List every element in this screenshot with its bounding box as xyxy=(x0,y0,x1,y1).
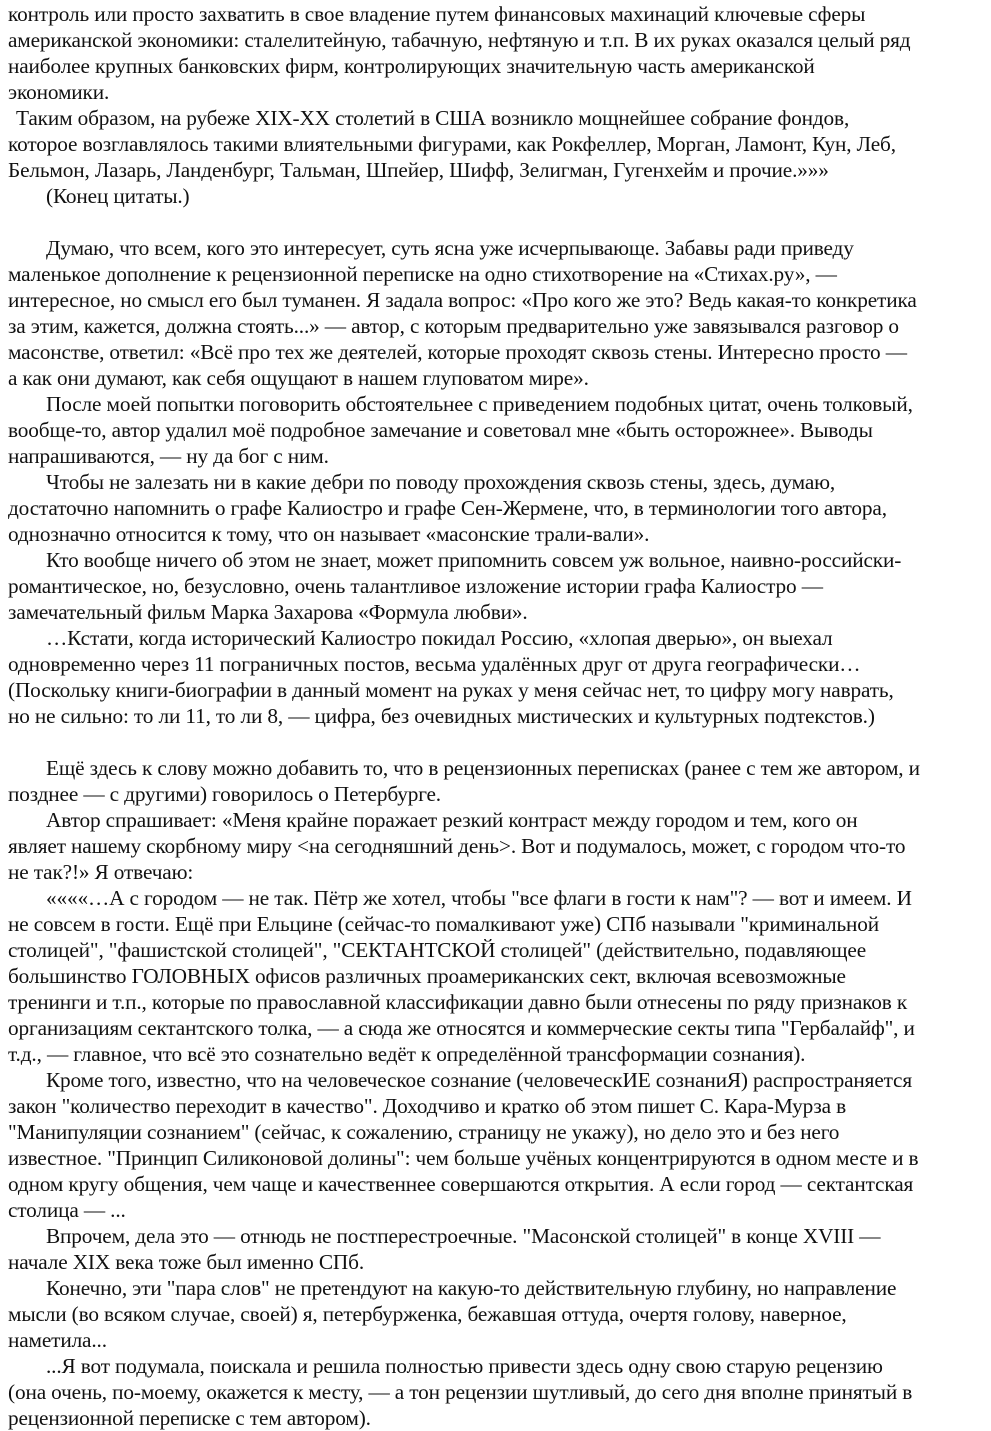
text-line: маленькое дополнение к рецензионной переписке на одно стихотворение на «Стихах.ру», — xyxy=(8,262,837,286)
text-line: Впрочем, дела это — отнюдь не постперестроечные. "Масонской столицей" в конце XVIII — xyxy=(46,1224,881,1248)
paragraph xyxy=(8,1353,991,1431)
paragraph xyxy=(8,1223,991,1275)
text-line: замечательный фильм Марка Захарова «Формула любви». xyxy=(8,600,528,624)
text-line: Чтобы не залезать ни в какие дебри по поводу прохождения сквозь стены, здесь, думаю, xyxy=(46,470,836,494)
paragraph-gap xyxy=(8,209,991,235)
text-line: одном кругу общения, чем чаще и качественнее совершаются открытия. А если город — сектантская xyxy=(8,1172,914,1196)
text-line: романтическое, но, безусловно, очень талантливое изложение истории графа Калиостро — xyxy=(8,574,823,598)
text-line: …Кстати, когда исторический Калиостро покидал Россию, «хлопая дверью», он выехал xyxy=(46,626,833,650)
text-line: организациям сектантского толка, — а сюда же относятся и коммерческие секты типа "Гербалайф", и xyxy=(8,1016,915,1040)
paragraph xyxy=(8,1,991,105)
text-line: Бельмон, Лазарь, Ланденбург, Тальман, Шпейер, Шифф, Зелигман, Гугенхейм и прочие.»»» xyxy=(8,158,829,182)
text-line: американской экономики: сталелитейную, табачную, нефтяную и т.п. В их руках оказался целый ряд xyxy=(8,28,911,52)
text-line: столица — ... xyxy=(8,1198,126,1222)
text-line: столицей", "фашистской столицей", "СЕКТАНТСКОЙ столицей" (действительно, подавляющее xyxy=(8,938,867,962)
paragraph-gap xyxy=(8,729,991,755)
text-line: закон "количество переходит в качество". Доходчиво и кратко об этом пишет С. Кара-Мурза в xyxy=(8,1094,847,1118)
text-line: ««««…А с городом — не так. Пётр же хотел, чтобы "все флаги в гости к нам"? — вот и имеем. И xyxy=(46,886,912,910)
paragraph xyxy=(8,1275,991,1353)
text-line: тренинги и т.п., которые по православной классификации давно были отнесены по ряду признаков к xyxy=(8,990,908,1014)
text-line: рецензионной переписке с тем автором). xyxy=(8,1406,371,1430)
text-line: а как они думают, как себя ощущают в нашем глуповатом мире». xyxy=(8,366,589,390)
paragraph xyxy=(8,105,991,183)
text-line: не совсем в гости. Ещё при Ельцине (сейчас-то помалкивают уже) СПб называли "криминальной xyxy=(8,912,880,936)
text-line: Думаю, что всем, кого это интересует, суть ясна уже исчерпывающе. Забавы ради приведу xyxy=(46,236,854,260)
text-line: т.д., — главное, что всё это сознательно ведёт к определённой трансформации сознания). xyxy=(8,1042,806,1066)
paragraph xyxy=(8,885,991,1067)
text-line: достаточно напомнить о графе Калиостро и графе Сен-Жермене, что, в терминологии того автора, xyxy=(8,496,887,520)
text-line: "Манипуляции сознанием" (сейчас, к сожалению, страницу не укажу), но дело это и без него xyxy=(8,1120,840,1144)
text-line: наметила... xyxy=(8,1328,107,1352)
text-line: масонстве, ответил: «Всё про тех же деятелей, которые проходят сквозь стены. Интересно просто — xyxy=(8,340,907,364)
text-line: Кто вообще ничего об этом не знает, может припомнить совсем уж вольное, наивно-российски- xyxy=(46,548,902,572)
paragraph xyxy=(8,469,991,547)
text-line: (она очень, по-моему, окажется к месту, — а тон рецензии шутливый, до сего дня вполне принятый в xyxy=(8,1380,913,1404)
paragraph xyxy=(8,1067,991,1223)
text-line: Ещё здесь к слову можно добавить то, что в рецензионных переписках (ранее с тем же автором, и xyxy=(46,756,920,780)
text-line: (Поскольку книги-биографии в данный момент на руках у меня сейчас нет, то цифру могу наврать, xyxy=(8,678,894,702)
paragraph xyxy=(8,625,991,729)
text-line: однозначно относится к тому, что он называет «масонские трали-вали». xyxy=(8,522,650,546)
paragraph xyxy=(8,235,991,391)
text-line: Автор спрашивает: «Меня крайне поражает резкий контраст между городом и тем, кого он xyxy=(46,808,858,832)
text-line: которое возглавлялось такими влиятельными фигурами, как Рокфеллер, Морган, Ламонт, Кун, Леб, xyxy=(8,132,896,156)
text-line: интересное, но смысл его был туманен. Я задала вопрос: «Про кого же это? Ведь какая-то конкретика xyxy=(8,288,917,312)
text-line: за этим, кажется, должна стоять...» — автор, с которым предварительно уже завязывался разговор о xyxy=(8,314,899,338)
text-line: не так?!» Я отвечаю: xyxy=(8,860,194,884)
text-line: контроль или просто захватить в свое владение путем финансовых махинаций ключевые сферы xyxy=(8,2,866,26)
paragraph xyxy=(8,547,991,625)
text-line: начале XIX века тоже был именно СПб. xyxy=(8,1250,365,1274)
text-line: После моей попытки поговорить обстоятельнее с приведением подобных цитат, очень толковый, xyxy=(46,392,913,416)
text-line: но не сильно: то ли 11, то ли 8, — цифра, без очевидных мистических и культурных подтекстов.) xyxy=(8,704,875,728)
paragraph xyxy=(8,183,991,209)
text-line: экономики. xyxy=(8,80,110,104)
text-line: позднее — с другими) говорилось о Петербурге. xyxy=(8,782,441,806)
paragraph xyxy=(8,807,991,885)
text-line: большинство ГОЛОВНЫХ офисов различных проамериканских сект, включая всевозможные xyxy=(8,964,846,988)
text-line: известное. "Принцип Силиконовой долины": чем больше учёных концентрируются в одном месте и в xyxy=(8,1146,919,1170)
text-line: Конечно, эти "пара слов" не претендуют на какую-то действительную глубину, но направление xyxy=(46,1276,897,1300)
paragraph xyxy=(8,755,991,807)
text-line: являет нашему скорбному миру <на сегодняшний день>. Вот и подумалось, может, с городом что-то xyxy=(8,834,906,858)
document-body xyxy=(8,1,991,1431)
text-line: (Конец цитаты.) xyxy=(46,184,190,208)
text-line: ...Я вот подумала, поискала и решила полностью привести здесь одну свою старую рецензию xyxy=(46,1354,883,1378)
text-line: наиболее крупных банковских фирм, контролирующих значительную часть американской xyxy=(8,54,815,78)
text-line: Кроме того, известно, что на человеческое сознание (человеческИЕ сознаниЯ) распространяется xyxy=(46,1068,912,1092)
paragraph xyxy=(8,391,991,469)
text-line: одновременно через 11 пограничных постов, весьма удалённых друг от друга географически… xyxy=(8,652,861,676)
text-line: вообще-то, автор удалил моё подробное замечание и советовал мне «быть осторожнее». Выводы xyxy=(8,418,873,442)
text-line: Таким образом, на рубеже XIX-XX столетий в США возникло мощнейшее собрание фондов, xyxy=(16,106,850,130)
text-line: напрашиваются, — ну да бог с ним. xyxy=(8,444,329,468)
text-line: мысли (во всяком случае, своей) я, петербурженка, бежавшая оттуда, очертя голову, наверное, xyxy=(8,1302,847,1326)
